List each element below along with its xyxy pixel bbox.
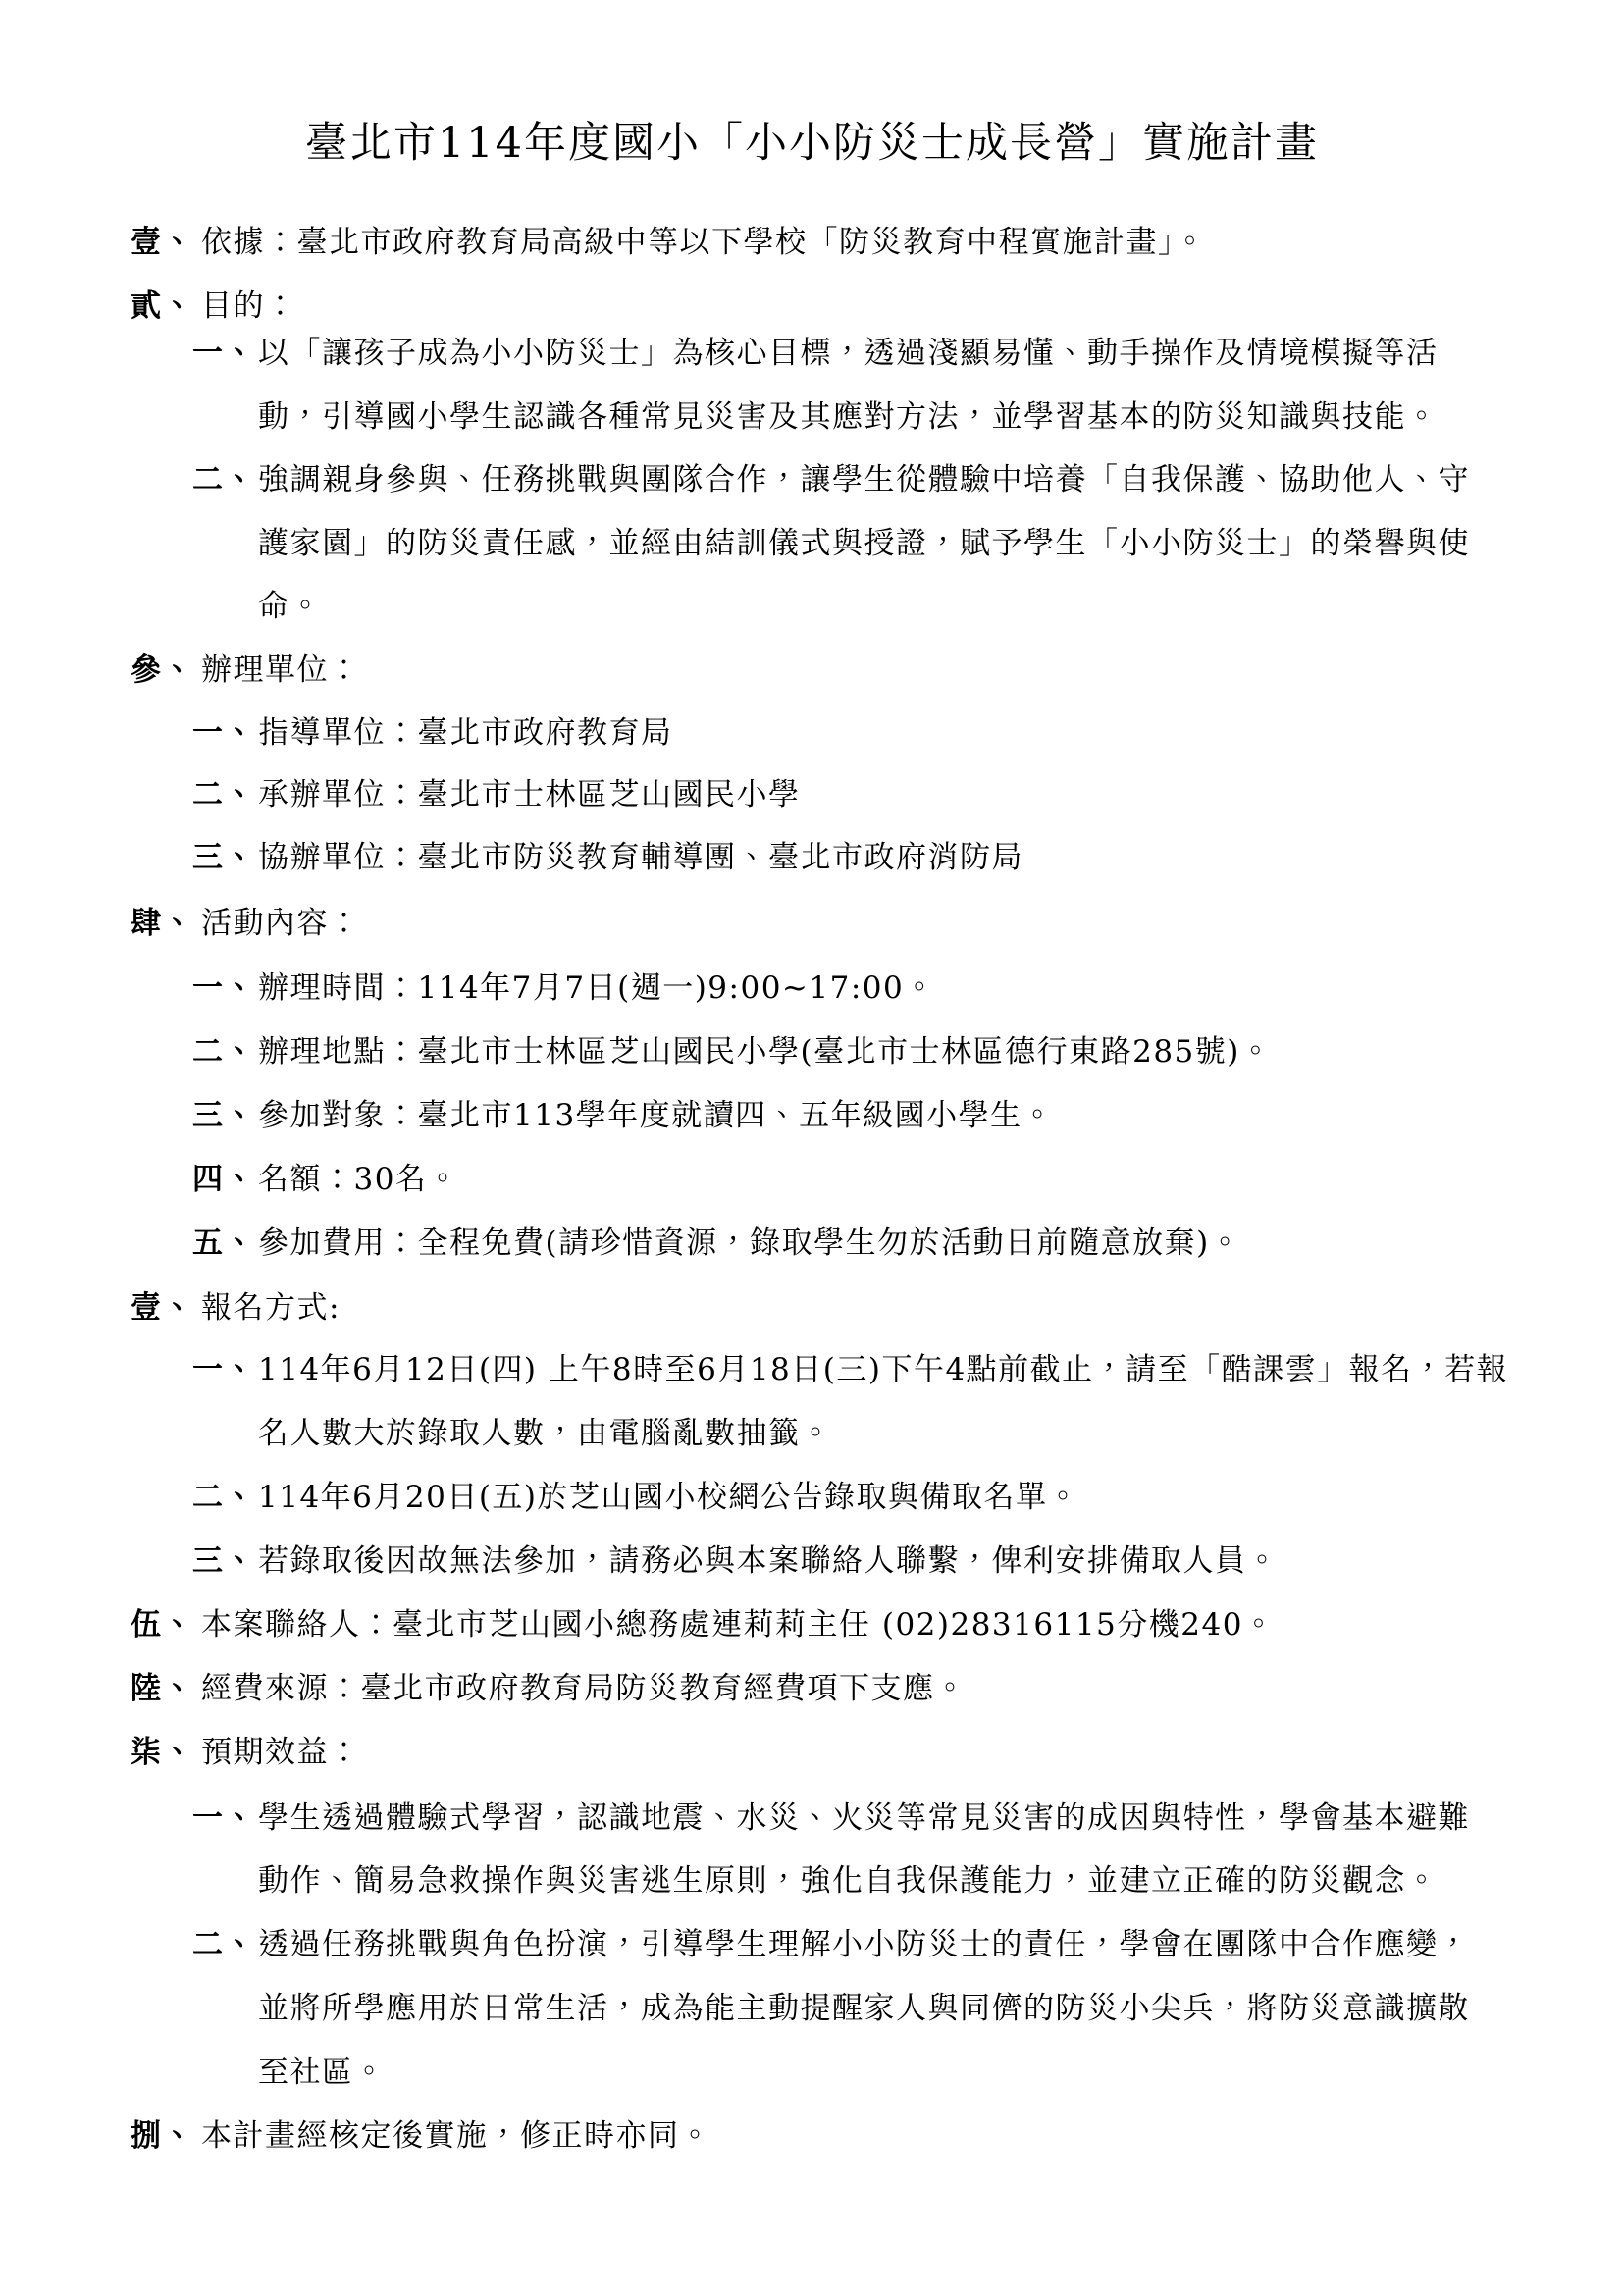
list-item-line	[192, 1084, 1054, 1148]
list-item-line	[192, 826, 1023, 890]
continuation-line	[258, 1977, 1470, 2041]
line-text: 預期效益：	[201, 1735, 361, 1770]
list-item-line	[192, 1148, 459, 1212]
line-text: 活動內容：	[201, 906, 361, 941]
list-number: 貳、	[131, 288, 194, 324]
list-number: 一、	[192, 336, 256, 371]
list-number: 二、	[192, 1480, 256, 1515]
list-number: 一、	[192, 715, 256, 751]
line-text: 並將所學應用於日常生活，成為能主動提醒家人與同儕的防災小尖兵，將防災意識擴散	[258, 1991, 1470, 2026]
line-text: 經費來源：臺北市政府教育局防災教育經費項下支應。	[201, 1671, 967, 1706]
section-line	[131, 211, 1207, 275]
list-number: 三、	[192, 1098, 256, 1133]
section-line	[131, 2105, 711, 2168]
line-text: 名額：30名。	[258, 1162, 459, 1197]
list-number: 一、	[192, 970, 256, 1006]
list-number: 二、	[192, 1927, 256, 1962]
list-number: 捌、	[131, 2118, 194, 2154]
list-number: 壹、	[131, 225, 194, 260]
list-number: 二、	[192, 1034, 256, 1069]
line-text: 辦理單位：	[201, 652, 361, 688]
line-text: 承辦單位：臺北市士林區芝山國民小學	[258, 777, 801, 812]
line-text: 命。	[258, 589, 322, 624]
line-text: 名人數大於錄取人數，由電腦亂數抽籤。	[258, 1416, 832, 1451]
section-line	[131, 1593, 1275, 1657]
list-item-line	[192, 322, 1439, 386]
section-line	[131, 639, 361, 703]
list-item-line	[192, 763, 801, 827]
list-number: 一、	[192, 1352, 256, 1387]
continuation-line	[258, 386, 1439, 449]
list-number: 肆、	[131, 906, 194, 941]
section-line	[131, 1721, 361, 1785]
continuation-line	[258, 575, 322, 639]
line-text: 至社區。	[258, 2055, 386, 2090]
line-text: 動，引導國小學生認識各種常見災害及其應對方法，並學習基本的防災知識與技能。	[258, 399, 1439, 435]
list-item-line	[192, 702, 673, 765]
continuation-line	[258, 512, 1470, 576]
section-line	[131, 1657, 967, 1721]
list-number: 一、	[192, 1800, 256, 1836]
line-text: 強調親身參與、任務挑戰與團隊合作，讓學生從體驗中培養「自我保護、協助他人、守	[258, 462, 1470, 497]
continuation-line	[258, 1850, 1439, 1913]
list-item-line	[192, 448, 1470, 512]
list-item-line	[192, 1212, 1241, 1276]
line-text: 參加對象：臺北市113學年度就讀四、五年級國小學生。	[258, 1098, 1055, 1133]
line-text: 護家園」的防災責任感，並經由結訓儀式與授證，賦予學生「小小防災士」的榮譽與使	[258, 526, 1470, 561]
list-item-line	[192, 957, 936, 1020]
line-text: 協辦單位：臺北市防災教育輔導團、臺北市政府消防局	[258, 840, 1023, 875]
list-item-line	[192, 1913, 1470, 1977]
list-item-line	[192, 1466, 1079, 1530]
list-number: 三、	[192, 840, 256, 875]
line-text: 透過任務挑戰與角色扮演，引導學生理解小小防災士的責任，學會在團隊中合作應變，	[258, 1927, 1470, 1962]
list-item-line	[192, 1787, 1470, 1851]
line-text: 學生透過體驗式學習，認識地震、水災、火災等常見災害的成因與特性，學會基本避難	[258, 1800, 1470, 1836]
line-text: 參加費用：全程免費(請珍惜資源，錄取學生勿於活動日前隨意放棄)。	[258, 1226, 1242, 1261]
line-text: 本計畫經核定後實施，修正時亦同。	[201, 2118, 711, 2154]
document-title: 臺北市114年度國小「小小防災士成長營」實施計畫	[304, 119, 1320, 168]
list-number: 壹、	[131, 1290, 194, 1326]
list-number: 五、	[192, 1226, 256, 1261]
line-text: 目的：	[201, 288, 297, 324]
line-text: 114年6月12日(四) 上午8時至6月18日(三)下午4點前截止，請至「酷課雲」報名，若報	[258, 1352, 1509, 1387]
section-line	[131, 1277, 341, 1340]
line-text: 報名方式:	[201, 1290, 341, 1326]
line-text: 本案聯絡人：臺北市芝山國小總務處連莉莉主任 (02)28316115分機240。	[201, 1607, 1276, 1643]
section-line	[131, 892, 361, 956]
list-item-line	[192, 1530, 1279, 1593]
list-item-line	[192, 1338, 1508, 1402]
line-text: 辦理時間：114年7月7日(週一)9:00~17:00。	[258, 970, 936, 1006]
list-number: 二、	[192, 777, 256, 812]
line-text: 動作、簡易急救操作與災害逃生原則，強化自我保護能力，並建立正確的防災觀念。	[258, 1863, 1439, 1899]
list-number: 三、	[192, 1543, 256, 1579]
list-number: 伍、	[131, 1607, 194, 1643]
line-text: 以「讓孩子成為小小防災士」為核心目標，透過淺顯易懂、動手操作及情境模擬等活	[258, 336, 1439, 371]
list-number: 四、	[192, 1162, 256, 1197]
continuation-line	[258, 2041, 386, 2105]
list-item-line	[192, 1020, 1272, 1084]
continuation-line	[258, 1402, 832, 1466]
list-number: 柒、	[131, 1735, 194, 1770]
list-number: 參、	[131, 652, 194, 688]
list-number: 二、	[192, 462, 256, 497]
line-text: 指導單位：臺北市政府教育局	[258, 715, 673, 751]
line-text: 若錄取後因故無法參加，請務必與本案聯絡人聯繫，俾利安排備取人員。	[258, 1543, 1279, 1579]
line-text: 辦理地點：臺北市士林區芝山國民小學(臺北市士林區德行東路285號)。	[258, 1034, 1273, 1069]
line-text: 依據：臺北市政府教育局高級中等以下學校「防災教育中程實施計畫」。	[201, 225, 1207, 260]
line-text: 114年6月20日(五)於芝山國小校網公告錄取與備取名單。	[258, 1480, 1080, 1515]
list-number: 陸、	[131, 1671, 194, 1706]
